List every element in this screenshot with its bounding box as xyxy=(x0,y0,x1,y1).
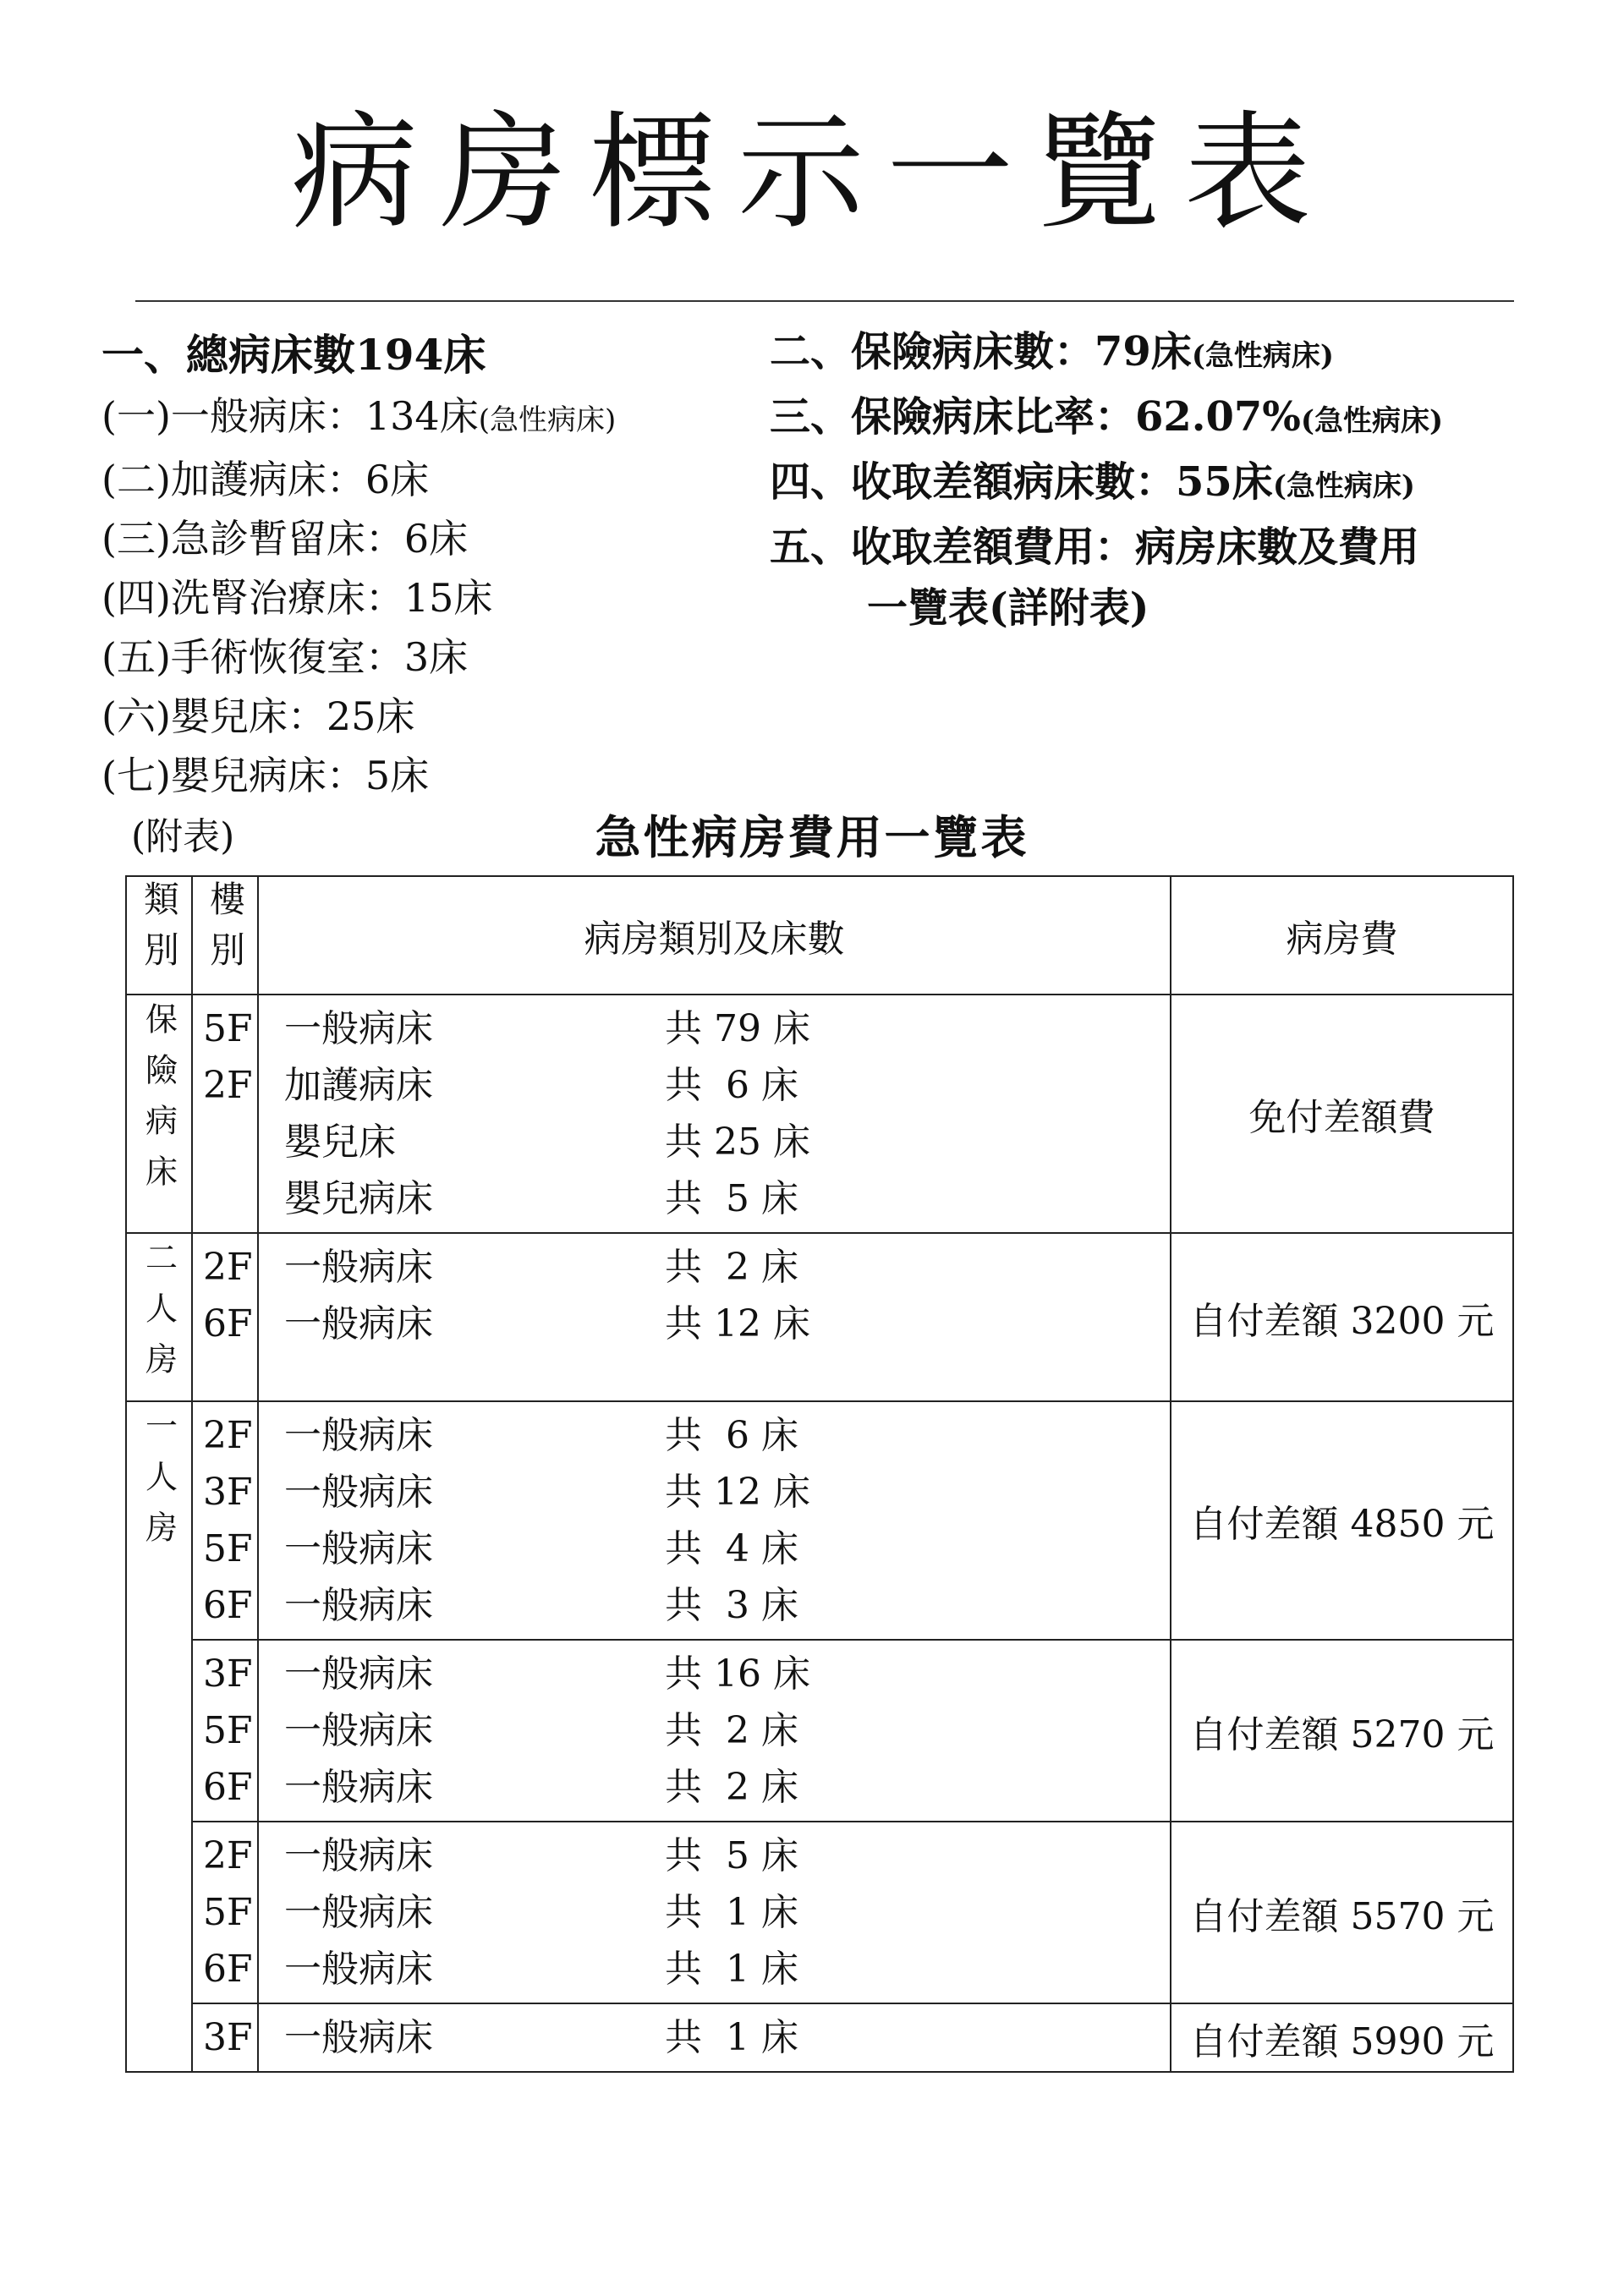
floor-label: 3F xyxy=(203,2016,253,2059)
bed-item-text: (三)急診暫留床：6床 xyxy=(102,516,469,562)
bed-item-text: (二)加護病床：6床 xyxy=(102,457,430,502)
floor-label: 6F xyxy=(203,1766,253,1809)
floor-label: 5F xyxy=(203,1709,253,1752)
room-line xyxy=(259,1464,1170,1521)
room-type: 一般病床 xyxy=(284,1834,433,1877)
room-type: 一般病床 xyxy=(284,1007,433,1050)
rooms-cell xyxy=(258,1401,1171,1640)
table-row xyxy=(126,1822,1513,2003)
table-row xyxy=(126,1401,1513,1640)
room-line xyxy=(259,1521,1170,1577)
room-line xyxy=(259,1170,1170,1227)
category-cell xyxy=(126,1233,192,1401)
category-cell xyxy=(126,1401,192,2072)
room-line xyxy=(259,1000,1170,1057)
room-line xyxy=(259,1114,1170,1170)
bed-item-icu xyxy=(102,450,778,509)
rooms-cell xyxy=(258,1640,1171,1822)
room-type: 一般病床 xyxy=(284,1471,433,1514)
floor-label: 3F xyxy=(203,1652,253,1696)
table-title: 急性病房費用一覽表 xyxy=(595,810,1029,864)
room-type: 一般病床 xyxy=(284,1527,433,1570)
bed-count: 共 4 床 xyxy=(665,1527,798,1570)
floor-cell xyxy=(192,1640,258,1822)
floor-label: 2F xyxy=(203,1064,253,1107)
room-line xyxy=(259,1646,1170,1702)
floor-label: 5F xyxy=(203,1527,253,1570)
table-row xyxy=(126,1640,1513,1822)
page-title: 病房標示一覽表 xyxy=(290,100,1333,247)
room-line xyxy=(259,1827,1170,1884)
room-type: 一般病床 xyxy=(284,1766,433,1809)
bed-item-text: (一)一般病床：134床 xyxy=(102,393,479,439)
room-line xyxy=(259,1759,1170,1816)
bed-count: 共 79 床 xyxy=(665,1007,810,1050)
room-type: 一般病床 xyxy=(284,1948,433,1991)
rooms-cell xyxy=(258,1233,1171,1401)
bed-count: 共 1 床 xyxy=(665,1948,798,1991)
fee-cell: 免付差額費 xyxy=(1171,995,1513,1233)
bed-item-infant-ward xyxy=(102,746,778,805)
total-beds-heading: 一、總病床數194床 xyxy=(102,330,486,380)
floor-label: 6F xyxy=(203,1302,253,1345)
fee-cell: 自付差額 5570 元 xyxy=(1171,1822,1513,2003)
bed-count: 共 6 床 xyxy=(665,1064,798,1107)
room-type: 一般病床 xyxy=(284,1891,433,1934)
floor-label: 6F xyxy=(203,1584,253,1627)
extra-charge-beds xyxy=(770,452,1565,517)
floor-cell xyxy=(192,995,258,1233)
bed-item-general xyxy=(102,386,778,450)
room-type: 一般病床 xyxy=(284,1652,433,1696)
header-floor: 樓別 xyxy=(192,876,258,995)
floor-label xyxy=(193,1170,257,1227)
bed-count: 共 2 床 xyxy=(665,1709,798,1752)
bed-count: 共 3 床 xyxy=(665,1584,798,1627)
floor-label: 6F xyxy=(203,1948,253,1991)
floor-cell xyxy=(192,1401,258,1640)
room-type: 一般病床 xyxy=(284,2016,433,2059)
floor-label: 2F xyxy=(203,1246,253,1289)
bed-count: 共 16 床 xyxy=(665,1652,810,1696)
floor-label: 5F xyxy=(203,1891,253,1934)
summary-note: (急性病床) xyxy=(1300,404,1444,438)
rooms-cell xyxy=(258,2003,1171,2072)
rooms-cell xyxy=(258,995,1171,1233)
ward-fee-table xyxy=(125,875,1514,2073)
bed-item-text: (七)嬰兒病床：5床 xyxy=(102,753,430,798)
room-line xyxy=(259,2009,1170,2066)
header-category: 類別 xyxy=(126,876,192,995)
room-type: 一般病床 xyxy=(284,1414,433,1457)
room-line xyxy=(259,1941,1170,1997)
room-type: 一般病床 xyxy=(284,1246,433,1289)
summary-note: (急性病床) xyxy=(1191,339,1334,373)
bed-count: 共 12 床 xyxy=(665,1471,810,1514)
bed-count: 共 12 床 xyxy=(665,1302,810,1345)
table-row xyxy=(126,1233,1513,1401)
fee-cell: 自付差額 5270 元 xyxy=(1171,1640,1513,1822)
extra-charge-fees xyxy=(770,517,1565,578)
room-type: 嬰兒床 xyxy=(284,1121,396,1164)
title-divider xyxy=(135,300,1514,302)
fee-cell: 自付差額 4850 元 xyxy=(1171,1401,1513,1640)
bed-count: 共 25 床 xyxy=(665,1121,810,1164)
room-type: 加護病床 xyxy=(284,1064,433,1107)
floor-label: 5F xyxy=(203,1007,253,1050)
insured-ratio xyxy=(770,386,1565,452)
bed-item-text: (五)手術恢復室：3床 xyxy=(102,634,469,680)
bed-item-text: (四)洗腎治療床：15床 xyxy=(102,575,493,621)
category-cell xyxy=(126,995,192,1233)
rooms-cell xyxy=(258,1822,1171,2003)
table-row xyxy=(126,995,1513,1233)
room-line xyxy=(259,1577,1170,1634)
room-line xyxy=(259,1239,1170,1296)
category-label: 一人房 xyxy=(140,1409,178,1561)
floor-label xyxy=(193,1114,257,1170)
header-rooms: 病房類別及床數 xyxy=(258,876,1171,995)
floor-label: 3F xyxy=(203,1471,253,1514)
room-type: 一般病床 xyxy=(284,1302,433,1345)
bed-item-dialysis xyxy=(102,568,778,627)
bed-summary-right xyxy=(770,321,1565,638)
room-type: 嬰兒病床 xyxy=(284,1177,433,1220)
room-line xyxy=(259,1057,1170,1114)
room-type: 一般病床 xyxy=(284,1709,433,1752)
extra-charge-fees-cont: 一覽表(詳附表) xyxy=(867,584,1149,632)
header-fee: 病房費 xyxy=(1171,876,1513,995)
bed-count: 共 1 床 xyxy=(665,2016,798,2059)
summary-text: 三、保險病床比率：62.07% xyxy=(770,393,1301,441)
room-line xyxy=(259,1407,1170,1464)
bed-count: 共 6 床 xyxy=(665,1414,798,1457)
room-line xyxy=(259,1884,1170,1941)
category-label: 二人房 xyxy=(140,1241,178,1393)
bed-item-er xyxy=(102,509,778,568)
table-row xyxy=(126,2003,1513,2072)
floor-cell xyxy=(192,2003,258,2072)
summary-text: 四、收取差額病床數：55床 xyxy=(770,458,1273,506)
bed-count: 共 5 床 xyxy=(665,1177,798,1220)
floor-label: 2F xyxy=(203,1834,253,1877)
bed-count: 共 2 床 xyxy=(665,1766,798,1809)
annex-label: (附表) xyxy=(131,815,235,858)
floor-cell xyxy=(192,1233,258,1401)
fee-cell: 自付差額 3200 元 xyxy=(1171,1233,1513,1401)
room-line xyxy=(259,1702,1170,1759)
table-body xyxy=(126,995,1513,2072)
bed-summary-left xyxy=(102,326,778,805)
summary-text: 五、收取差額費用：病房床數及費用 xyxy=(770,523,1420,571)
bed-count: 共 2 床 xyxy=(665,1246,798,1289)
floor-cell xyxy=(192,1822,258,2003)
floor-label: 2F xyxy=(203,1414,253,1457)
room-line xyxy=(259,1296,1170,1352)
bed-item-infant xyxy=(102,687,778,746)
insured-beds xyxy=(770,321,1565,386)
bed-item-recovery xyxy=(102,627,778,687)
bed-item-text: (六)嬰兒床：25床 xyxy=(102,693,415,739)
category-label: 保險病床 xyxy=(140,1002,178,1205)
table-header-row xyxy=(126,876,1513,995)
fee-cell: 自付差額 5990 元 xyxy=(1171,2003,1513,2072)
summary-text: 二、保險病床數：79床 xyxy=(770,328,1192,375)
bed-count: 共 1 床 xyxy=(665,1891,798,1934)
room-type: 一般病床 xyxy=(284,1584,433,1627)
bed-count: 共 5 床 xyxy=(665,1834,798,1877)
summary-note: (急性病床) xyxy=(1272,469,1415,503)
bed-item-note: (急性病床) xyxy=(478,403,617,437)
